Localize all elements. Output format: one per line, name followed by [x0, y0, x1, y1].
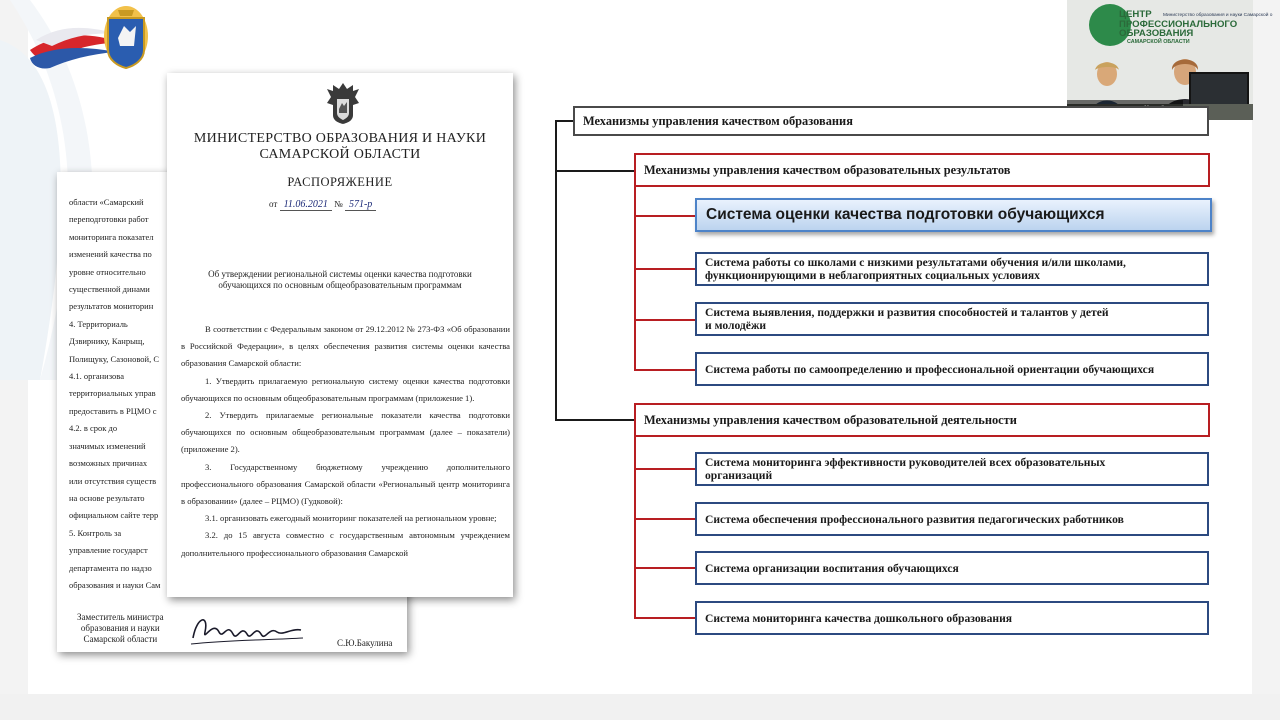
group1-item-box [695, 352, 1209, 386]
highlighted-assessment-system-box: Система оценки качества подготовки обучающихся [695, 198, 1212, 232]
samara-region-logo-icon [28, 2, 158, 72]
item-text-line: Система обеспечения профессионального развития педагогических работников [705, 512, 1124, 526]
order-date-number [269, 199, 376, 210]
root-branch-line [555, 120, 573, 122]
ministry-heading [167, 131, 513, 163]
group1-title-box: Механизмы управления качеством образовательных результатов [634, 153, 1210, 187]
order-number: 571-р [345, 199, 376, 211]
order-paragraph: 2. Утвердить прилагаемые региональные показатели качества подготовки обучающихся по основным общеобразовательным программам (далее – показатели) (приложение 2). [181, 410, 510, 455]
signer-position-line: Заместитель министра [77, 612, 164, 622]
text-line: результатов мониторин [69, 301, 154, 312]
order-paragraph: 3.2. до 15 августа совместно с государственным автономным учреждением дополнительного профессионального образования Самарской [181, 530, 510, 558]
group1-branch-4 [634, 369, 695, 371]
item-text-line: Система организации воспитания обучающихся [705, 561, 959, 575]
main-trunk-line [555, 121, 557, 421]
webcam-video-tile[interactable] [1067, 0, 1273, 120]
item-text-line: функционирующими в неблагоприятных социальных условиях [705, 269, 1040, 282]
text-line: предоставить в РЦМО с [69, 405, 157, 416]
text-line: уровне относительно [69, 266, 146, 277]
group2-branch-line [555, 419, 634, 421]
text-line: управление государст [69, 545, 148, 556]
item-text-line: Система выявления, поддержки и развития способностей и талантов у детей [705, 306, 1109, 319]
group2-branch-1 [634, 468, 695, 470]
order-title: РАСПОРЯЖЕНИЕ [287, 175, 393, 189]
group2-trunk-line [634, 436, 636, 618]
logo-line: ЦЕНТР [1119, 9, 1152, 20]
text-line: существенной динами [69, 284, 150, 295]
signer-name: С.Ю.Бакулина [337, 638, 393, 648]
number-prefix: № [334, 199, 343, 209]
order-paragraph: 3. Государственному бюджетному учреждению дополнительного профессионального образования Самарской области «Региональный центр мониторинга в образовании» (далее – РЦМО) (Гудковой): [181, 461, 510, 507]
group2-item-box [695, 502, 1209, 536]
banner-ministry-text: Министерство образования и науки Самарской о [1163, 13, 1273, 18]
group2-branch-4 [634, 617, 695, 619]
order-date: 11.06.2021 [280, 199, 332, 211]
order-document-page-1 [167, 73, 513, 597]
item-text-line: Система мониторинга эффективности руководителей всех образовательных [705, 456, 1106, 469]
text-line: возможных причинах [69, 458, 148, 469]
order-body [181, 321, 510, 562]
order-subject: Об утверждении региональной системы оценки качества подготовки обучающихся по основным общеобразовательным программам [208, 269, 472, 290]
item-text-line: организаций [705, 469, 773, 482]
item-text-line: Система мониторинга качества дошкольного образования [705, 611, 1013, 625]
group2-title-box: Механизмы управления качеством образовательной деятельности [634, 403, 1210, 437]
text-line: 5. Контроль за [69, 527, 122, 538]
coat-of-arms-icon [323, 81, 363, 125]
group2-item-box [695, 452, 1209, 486]
group2-branch-2 [634, 518, 695, 520]
text-line: на основе результато [69, 492, 145, 503]
ministry-line: МИНИСТЕРСТВО ОБРАЗОВАНИЯ И НАУКИ [193, 131, 487, 146]
text-line: департамента по надзо [69, 562, 152, 573]
text-line: значимых изменений [69, 440, 146, 451]
group1-trunk-line [634, 186, 636, 370]
item-text-line: Система работы со школами с низкими результатами обучения и/или школами, [705, 256, 1126, 269]
text-line: Полищуку, Сазоновой, С [69, 353, 159, 364]
signer-position-line: Самарской области [83, 634, 158, 644]
text-line: переподготовки работ [69, 214, 149, 225]
signer-position-line: образования и науки [80, 623, 160, 633]
text-line: официальном сайте терр [69, 510, 159, 521]
text-line: образования и науки Сам [69, 579, 161, 590]
signature-title [77, 612, 164, 645]
slide-right-margin [1252, 0, 1280, 720]
group1-item-box [695, 252, 1209, 286]
logo-line: ПРОФЕССИОНАЛЬНОГО [1119, 18, 1238, 30]
logo-line: ОБРАЗОВАНИЯ [1119, 28, 1194, 39]
group1-branch-2 [634, 268, 695, 270]
group2-branch-3 [634, 567, 695, 569]
text-line: 4.1. организова [69, 371, 124, 382]
root-mechanisms-box: Механизмы управления качеством образования [573, 106, 1209, 136]
group2-item-box [695, 551, 1209, 585]
group1-item-box [695, 302, 1209, 336]
handwritten-signature-icon [187, 610, 307, 650]
text-line: территориальных управ [69, 388, 156, 399]
text-line: 4.2. в срок до [69, 423, 118, 434]
text-line: Дзвирнику, Канрыщ, [69, 336, 145, 347]
group1-branch-line [555, 170, 634, 172]
text-line: изменений качества по [69, 249, 152, 260]
text-line: или отсутствия существ [69, 475, 157, 486]
item-text-line: и молодёжи [705, 319, 767, 332]
text-line: области «Самарский [69, 197, 144, 207]
group1-branch-3 [634, 319, 695, 321]
slide-bottom-margin [0, 694, 1280, 720]
item-text-line: Система работы по самоопределению и профессиональной ориентации обучающихся [705, 362, 1155, 376]
text-line: 4. Территориаль [69, 318, 128, 329]
group1-branch-1 [634, 215, 695, 217]
order-paragraph: В соответствии с Федеральным законом от 29.12.2012 № 273-ФЗ «Об образовании в Российской Федерации», в целях обеспечения развития системы оценки качества образования Самарской области: [181, 324, 510, 369]
text-line: мониторинга показател [69, 231, 154, 242]
order-paragraph: 3.1. организовать ежегодный мониторинг показателей на региональном уровне; [205, 513, 497, 524]
group2-item-box [695, 601, 1209, 635]
ministry-line: САМАРСКОЙ ОБЛАСТИ [259, 147, 421, 162]
order-paragraph: 1. Утвердить прилагаемую региональную систему оценки качества подготовки обучающихся по основным общеобразовательным программам (приложение 1). [181, 375, 510, 403]
logo-subtitle: САМАРСКОЙ ОБЛАСТИ [1127, 39, 1190, 45]
date-prefix: от [269, 199, 278, 209]
